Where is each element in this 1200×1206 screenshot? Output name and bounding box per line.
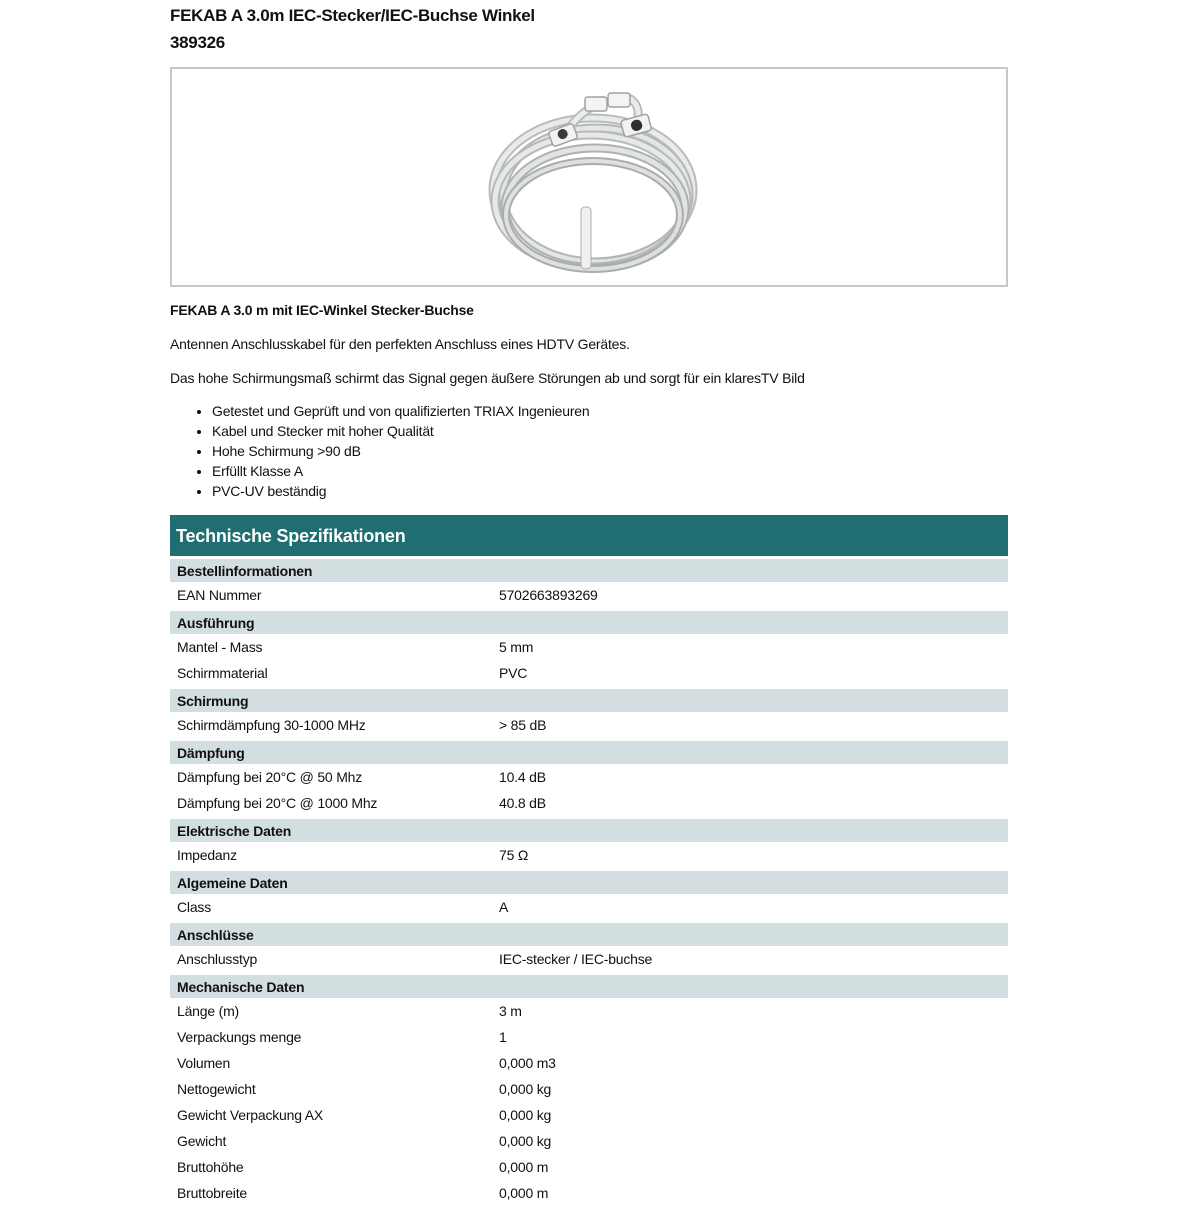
spec-group-title: Algemeine Daten: [177, 874, 288, 891]
spec-value: 0,000 kg: [499, 1133, 552, 1149]
spec-key: Mantel - Mass: [177, 639, 263, 655]
spec-key: Anschlusstyp: [177, 951, 258, 967]
spec-key: Bruttobreite: [177, 1185, 247, 1201]
product-image-frame: [170, 67, 1008, 287]
spec-group-title: Schirmung: [177, 692, 249, 709]
spec-row: [170, 1050, 1008, 1076]
spec-group-title: Bestellinformationen: [177, 562, 313, 579]
spec-row: [170, 946, 1008, 972]
spec-value: IEC-stecker / IEC-buchse: [499, 951, 653, 967]
spec-group-heading: [170, 611, 1008, 634]
spec-group-heading: [170, 923, 1008, 946]
spec-key: Verpackungs menge: [177, 1029, 302, 1045]
spec-key: Gewicht Verpackung AX: [177, 1107, 323, 1123]
spec-group-title: Dämpfung: [177, 744, 245, 761]
spec-row: [170, 1102, 1008, 1128]
feature-item: • Kabel und Stecker mit hoher Qualität: [212, 421, 589, 441]
spec-value: 75 Ω: [499, 847, 529, 863]
spec-row: [170, 764, 1008, 790]
spec-row: [170, 1128, 1008, 1154]
spec-value: 0,000 kg: [499, 1081, 552, 1097]
spec-group-title: Mechanische Daten: [177, 978, 305, 995]
spec-row: [170, 998, 1008, 1024]
spec-key: Dämpfung bei 20°C @ 1000 Mhz: [177, 795, 378, 811]
spec-group-title: Elektrische Daten: [177, 822, 292, 839]
spec-value: 3 m: [499, 1003, 522, 1019]
spec-group-title: Ausführung: [177, 614, 255, 631]
description-paragraph-2: Das hohe Schirmungsmaß schirmt das Signal gegen äußere Störungen ab und sorgt für ein klaresTV Bild: [170, 370, 805, 386]
feature-item: • PVC-UV beständig: [212, 481, 589, 501]
spec-value: > 85 dB: [499, 717, 547, 733]
spec-group-title: Anschlüsse: [177, 926, 254, 943]
feature-item: • Erfüllt Klasse A: [212, 461, 589, 481]
spec-key: Gewicht: [177, 1133, 227, 1149]
spec-row: [170, 634, 1008, 660]
spec-row: [170, 894, 1008, 920]
page-title: FEKAB A 3.0m IEC-Stecker/IEC-Buchse Winkel: [170, 6, 535, 25]
spec-row: [170, 1076, 1008, 1102]
spec-key: Impedanz: [177, 847, 237, 863]
page-header: [170, 2, 535, 56]
spec-key: Länge (m): [177, 1003, 240, 1019]
spec-key: Nettogewicht: [177, 1081, 256, 1097]
feature-item: • Hohe Schirmung >90 dB: [212, 441, 589, 461]
spec-value: 10.4 dB: [499, 769, 546, 785]
spec-row: [170, 1154, 1008, 1180]
spec-value: 0,000 m: [499, 1159, 549, 1175]
spec-row: [170, 712, 1008, 738]
spec-value: 5702663893269: [499, 587, 598, 603]
spec-group-heading: [170, 871, 1008, 894]
spec-row: [170, 582, 1008, 608]
description-paragraph-1: Antennen Anschlusskabel für den perfekten Anschluss eines HDTV Gerätes.: [170, 336, 630, 352]
spec-table-heading: Technische Spezifikationen: [170, 515, 1008, 556]
spec-value: 0,000 m: [499, 1185, 549, 1201]
spec-table: [170, 515, 1008, 1206]
spec-group-heading: [170, 741, 1008, 764]
spec-value: 5 mm: [499, 639, 534, 655]
feature-item: • Getestet und Geprüft und von qualifizierten TRIAX Ingenieuren: [212, 401, 589, 421]
spec-value: 0,000 kg: [499, 1107, 552, 1123]
spec-row: [170, 1180, 1008, 1206]
spec-row: [170, 790, 1008, 816]
spec-row: [170, 842, 1008, 868]
spec-key: Volumen: [177, 1055, 231, 1071]
spec-key: Schirmdämpfung 30-1000 MHz: [177, 717, 366, 733]
spec-key: Schirmmaterial: [177, 665, 268, 681]
coaxial-cable-coil-image: [172, 69, 1006, 285]
spec-value: 0,000 m3: [499, 1055, 556, 1071]
spec-key: Dämpfung bei 20°C @ 50 Mhz: [177, 769, 363, 785]
spec-value: 1: [499, 1029, 507, 1045]
spec-key: EAN Nummer: [177, 587, 262, 603]
spec-value: A: [499, 899, 509, 915]
spec-row: [170, 660, 1008, 686]
feature-list: [170, 401, 589, 501]
spec-value: 40.8 dB: [499, 795, 546, 811]
spec-value: PVC: [499, 665, 528, 681]
spec-group-heading: [170, 975, 1008, 998]
product-subtitle: FEKAB A 3.0 m mit IEC-Winkel Stecker-Buchse: [170, 302, 474, 318]
spec-key: Bruttohöhe: [177, 1159, 244, 1175]
spec-key: Class: [177, 899, 212, 915]
spec-row: [170, 1024, 1008, 1050]
spec-group-heading: [170, 559, 1008, 582]
spec-group-heading: [170, 819, 1008, 842]
product-sku: 389326: [170, 33, 225, 52]
spec-group-heading: [170, 689, 1008, 712]
